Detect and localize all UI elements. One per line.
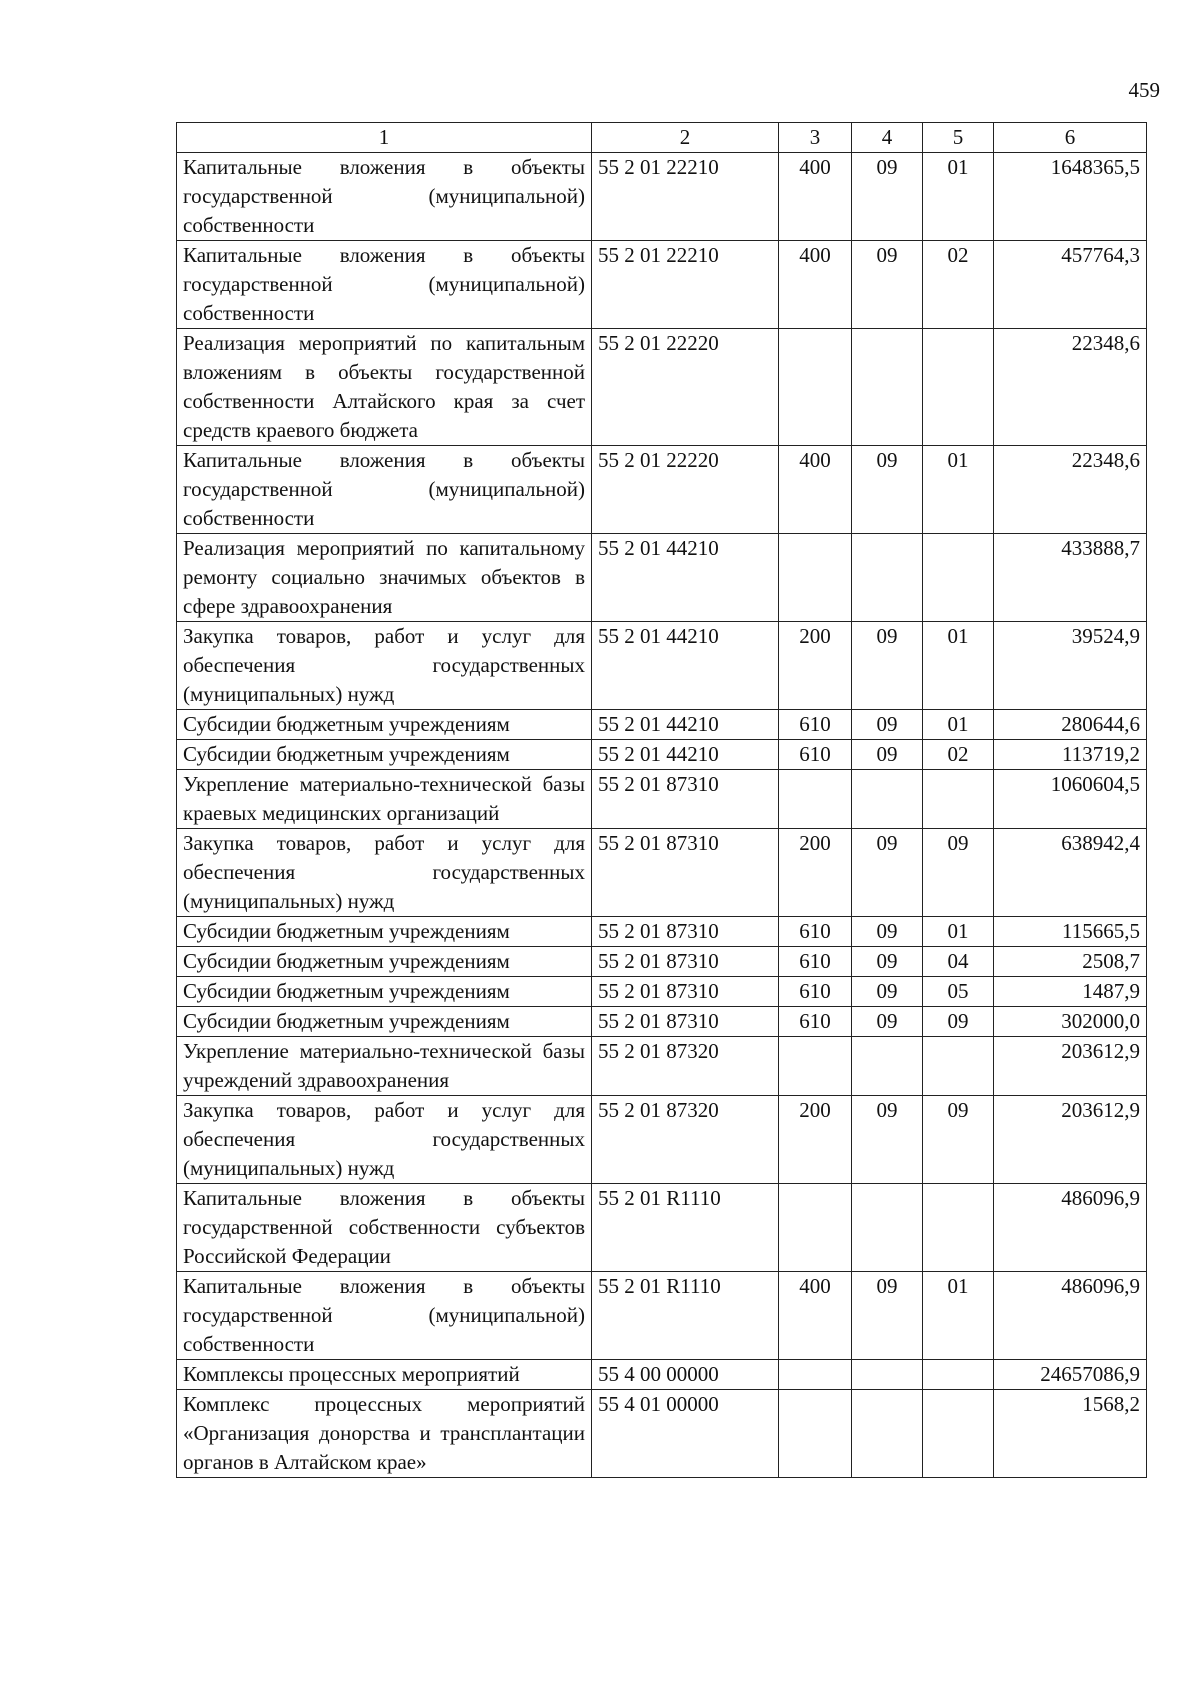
cell-c4: 09 [852,947,923,977]
cell-name: Субсидии бюджетным учреждениям [177,740,592,770]
cell-name: Субсидии бюджетным учреждениям [177,1007,592,1037]
table-body [177,153,1147,1478]
table-header-row [177,123,1147,153]
cell-name: Капитальные вложения в объекты государственной (муниципальной) собственности [177,1272,592,1360]
cell-c3: 610 [779,977,852,1007]
cell-code: 55 2 01 87310 [592,977,779,1007]
cell-name: Реализация мероприятий по капитальному ремонту социально значимых объектов в сфере здравоохранения [177,534,592,622]
table-row [177,1390,1147,1478]
cell-c3: 200 [779,829,852,917]
cell-amount: 486096,9 [994,1184,1147,1272]
cell-amount: 302000,0 [994,1007,1147,1037]
cell-name: Закупка товаров, работ и услуг для обеспечения государственных (муниципальных) нужд [177,622,592,710]
cell-c5: 09 [923,1096,994,1184]
column-header: 1 [177,123,592,153]
cell-code: 55 4 01 00000 [592,1390,779,1478]
cell-code: 55 2 01 44210 [592,740,779,770]
cell-c4 [852,1390,923,1478]
cell-c3: 610 [779,710,852,740]
column-header: 3 [779,123,852,153]
table-row [177,446,1147,534]
cell-c5: 01 [923,153,994,241]
table-row [177,1007,1147,1037]
table-row [177,622,1147,710]
table-row [177,829,1147,917]
cell-amount: 486096,9 [994,1272,1147,1360]
cell-code: 55 2 01 44210 [592,710,779,740]
table-row [177,740,1147,770]
table-row [177,329,1147,446]
cell-c4: 09 [852,153,923,241]
cell-amount: 457764,3 [994,241,1147,329]
cell-amount: 113719,2 [994,740,1147,770]
table-row [177,241,1147,329]
cell-amount: 203612,9 [994,1037,1147,1096]
cell-c4 [852,534,923,622]
cell-code: 55 2 01 44210 [592,622,779,710]
cell-c4: 09 [852,241,923,329]
cell-amount: 39524,9 [994,622,1147,710]
cell-c4: 09 [852,1096,923,1184]
cell-c5: 09 [923,829,994,917]
cell-c4: 09 [852,829,923,917]
table-row [177,534,1147,622]
cell-c3: 610 [779,1007,852,1037]
cell-name: Субсидии бюджетным учреждениям [177,710,592,740]
cell-c3 [779,1184,852,1272]
cell-c3 [779,329,852,446]
cell-amount: 433888,7 [994,534,1147,622]
table-row [177,947,1147,977]
cell-c5 [923,1390,994,1478]
cell-c4: 09 [852,740,923,770]
cell-code: 55 2 01 87310 [592,829,779,917]
table-row [177,1184,1147,1272]
cell-c4: 09 [852,977,923,1007]
cell-name: Реализация мероприятий по капитальным вложениям в объекты государственной собственности Алтайского края за счет средств краевого бюджета [177,329,592,446]
cell-code: 55 2 01 44210 [592,534,779,622]
cell-name: Укрепление материально-технической базы учреждений здравоохранения [177,1037,592,1096]
cell-amount: 115665,5 [994,917,1147,947]
cell-c5: 04 [923,947,994,977]
cell-c5 [923,329,994,446]
cell-code: 55 2 01 87320 [592,1037,779,1096]
table-row [177,977,1147,1007]
cell-c4 [852,329,923,446]
cell-code: 55 4 00 00000 [592,1360,779,1390]
cell-c5: 01 [923,1272,994,1360]
column-header: 4 [852,123,923,153]
cell-amount: 24657086,9 [994,1360,1147,1390]
cell-c5: 02 [923,740,994,770]
cell-amount: 1060604,5 [994,770,1147,829]
cell-name: Капитальные вложения в объекты государственной (муниципальной) собственности [177,446,592,534]
cell-name: Капитальные вложения в объекты государственной собственности субъектов Российской Федерации [177,1184,592,1272]
cell-amount: 280644,6 [994,710,1147,740]
table-row [177,1360,1147,1390]
column-header: 6 [994,123,1147,153]
cell-code: 55 2 01 87310 [592,917,779,947]
cell-c5: 01 [923,917,994,947]
cell-c3: 400 [779,241,852,329]
budget-table [176,122,1147,1478]
cell-name: Капитальные вложения в объекты государственной (муниципальной) собственности [177,153,592,241]
cell-code: 55 2 01 87310 [592,947,779,977]
cell-c3: 400 [779,153,852,241]
cell-amount: 1568,2 [994,1390,1147,1478]
cell-c4 [852,770,923,829]
table-row [177,1272,1147,1360]
cell-code: 55 2 01 R1110 [592,1184,779,1272]
cell-c5: 09 [923,1007,994,1037]
cell-amount: 1487,9 [994,977,1147,1007]
cell-amount: 22348,6 [994,446,1147,534]
cell-code: 55 2 01 22220 [592,329,779,446]
cell-c5 [923,1360,994,1390]
cell-code: 55 2 01 87320 [592,1096,779,1184]
cell-code: 55 2 01 87310 [592,1007,779,1037]
cell-name: Укрепление материально-технической базы краевых медицинских организаций [177,770,592,829]
cell-code: 55 2 01 22210 [592,241,779,329]
cell-amount: 22348,6 [994,329,1147,446]
cell-name: Закупка товаров, работ и услуг для обеспечения государственных (муниципальных) нужд [177,829,592,917]
cell-name: Комплексы процессных мероприятий [177,1360,592,1390]
table-row [177,153,1147,241]
cell-c3: 610 [779,740,852,770]
cell-c5 [923,1184,994,1272]
cell-c3 [779,1390,852,1478]
column-header: 5 [923,123,994,153]
cell-name: Капитальные вложения в объекты государственной (муниципальной) собственности [177,241,592,329]
cell-code: 55 2 01 22210 [592,153,779,241]
cell-amount: 203612,9 [994,1096,1147,1184]
cell-c3 [779,1037,852,1096]
cell-c4 [852,1037,923,1096]
page-number: 459 [1128,78,1160,102]
cell-c5 [923,1037,994,1096]
cell-c5 [923,534,994,622]
cell-c3: 200 [779,622,852,710]
cell-name: Субсидии бюджетным учреждениям [177,947,592,977]
cell-amount: 638942,4 [994,829,1147,917]
cell-c3: 200 [779,1096,852,1184]
cell-c4: 09 [852,917,923,947]
cell-name: Комплекс процессных мероприятий «Организация донорства и трансплантации органов в Алтайском крае» [177,1390,592,1478]
column-header: 2 [592,123,779,153]
cell-c3: 610 [779,917,852,947]
cell-c5: 01 [923,710,994,740]
cell-c5: 01 [923,446,994,534]
cell-c3: 400 [779,446,852,534]
cell-c4: 09 [852,622,923,710]
cell-c4: 09 [852,710,923,740]
table-row [177,1096,1147,1184]
cell-name: Закупка товаров, работ и услуг для обеспечения государственных (муниципальных) нужд [177,1096,592,1184]
cell-name: Субсидии бюджетным учреждениям [177,917,592,947]
cell-c4 [852,1360,923,1390]
cell-name: Субсидии бюджетным учреждениям [177,977,592,1007]
cell-c5 [923,770,994,829]
cell-c5: 02 [923,241,994,329]
cell-c3 [779,770,852,829]
cell-c4 [852,1184,923,1272]
cell-c4: 09 [852,446,923,534]
cell-c3 [779,534,852,622]
cell-c4: 09 [852,1272,923,1360]
cell-amount: 1648365,5 [994,153,1147,241]
cell-code: 55 2 01 87310 [592,770,779,829]
table-row [177,710,1147,740]
cell-c3 [779,1360,852,1390]
table-row [177,1037,1147,1096]
cell-code: 55 2 01 R1110 [592,1272,779,1360]
table-row [177,770,1147,829]
table-row [177,917,1147,947]
cell-c4: 09 [852,1007,923,1037]
cell-code: 55 2 01 22220 [592,446,779,534]
cell-c3: 610 [779,947,852,977]
cell-c3: 400 [779,1272,852,1360]
cell-c5: 05 [923,977,994,1007]
cell-c5: 01 [923,622,994,710]
cell-amount: 2508,7 [994,947,1147,977]
